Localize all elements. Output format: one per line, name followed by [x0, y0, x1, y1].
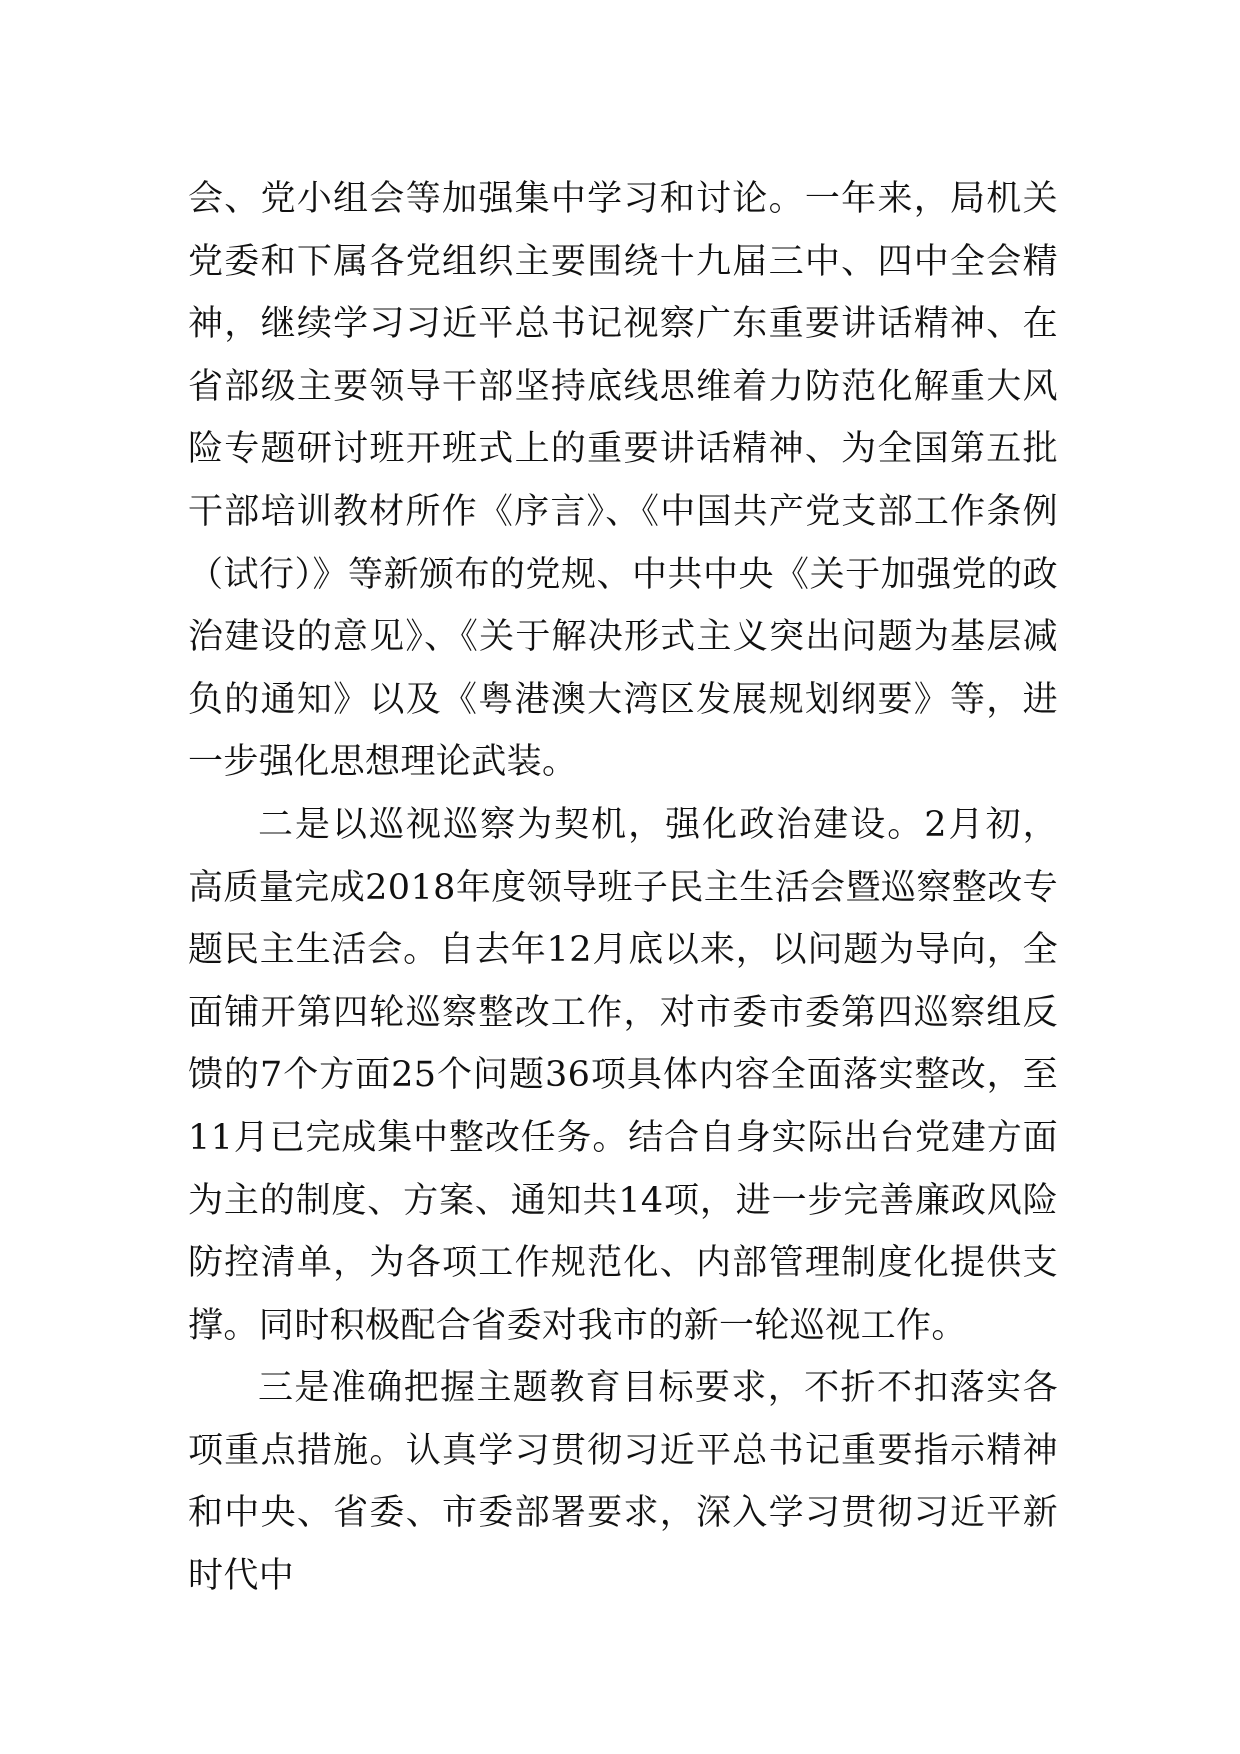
paragraph-theme-education: 三是准确把握主题教育目标要求，不折不扣落实各项重点措施。认真学习贯彻习近平总书记重要指示精神和中央、省委、市委部署要求，深入学习贯彻习近平新时代中 — [188, 1368, 1058, 1597]
document-body — [188, 168, 1058, 1608]
paragraph-inspection-rectification: 二是以巡视巡察为契机，强化政治建设。2月初，高质量完成2018年度领导班子民主生活会暨巡察整改专题民主生活会。自去年12月底以来，以问题为导向，全面铺开第四轮巡察整改工作，对市委市委第四巡察组反馈的7个方面25个问题36项具体内容全面落实整改，至11月已完成集中整改任务。结合自身实际出台党建方面为主的制度、方案、通知共14项，进一步完善廉政风险防控清单，为各项工作规范化、内部管理制度化提供支撑。同时积极配合省委对我市的新一轮巡视工作。 — [188, 804, 1058, 1346]
paragraph-continuation: 会、党小组会等加强集中学习和讨论。一年来，局机关党委和下属各党组织主要围绕十九届三中、四中全会精神，继续学习习近平总书记视察广东重要讲话精神、在省部级主要领导干部坚持底线思维着力防范化解重大风险专题研讨班开班式上的重要讲话精神、为全国第五批干部培训教材所作《序言》、《中国共产党支部工作条例（试行）》等新颁布的党规、中共中央《关于加强党的政治建设的意见》、《关于解决形式主义突出问题为基层减负的通知》以及《粤港澳大湾区发展规划纲要》等，进一步强化思想理论武装。 — [188, 179, 1058, 783]
